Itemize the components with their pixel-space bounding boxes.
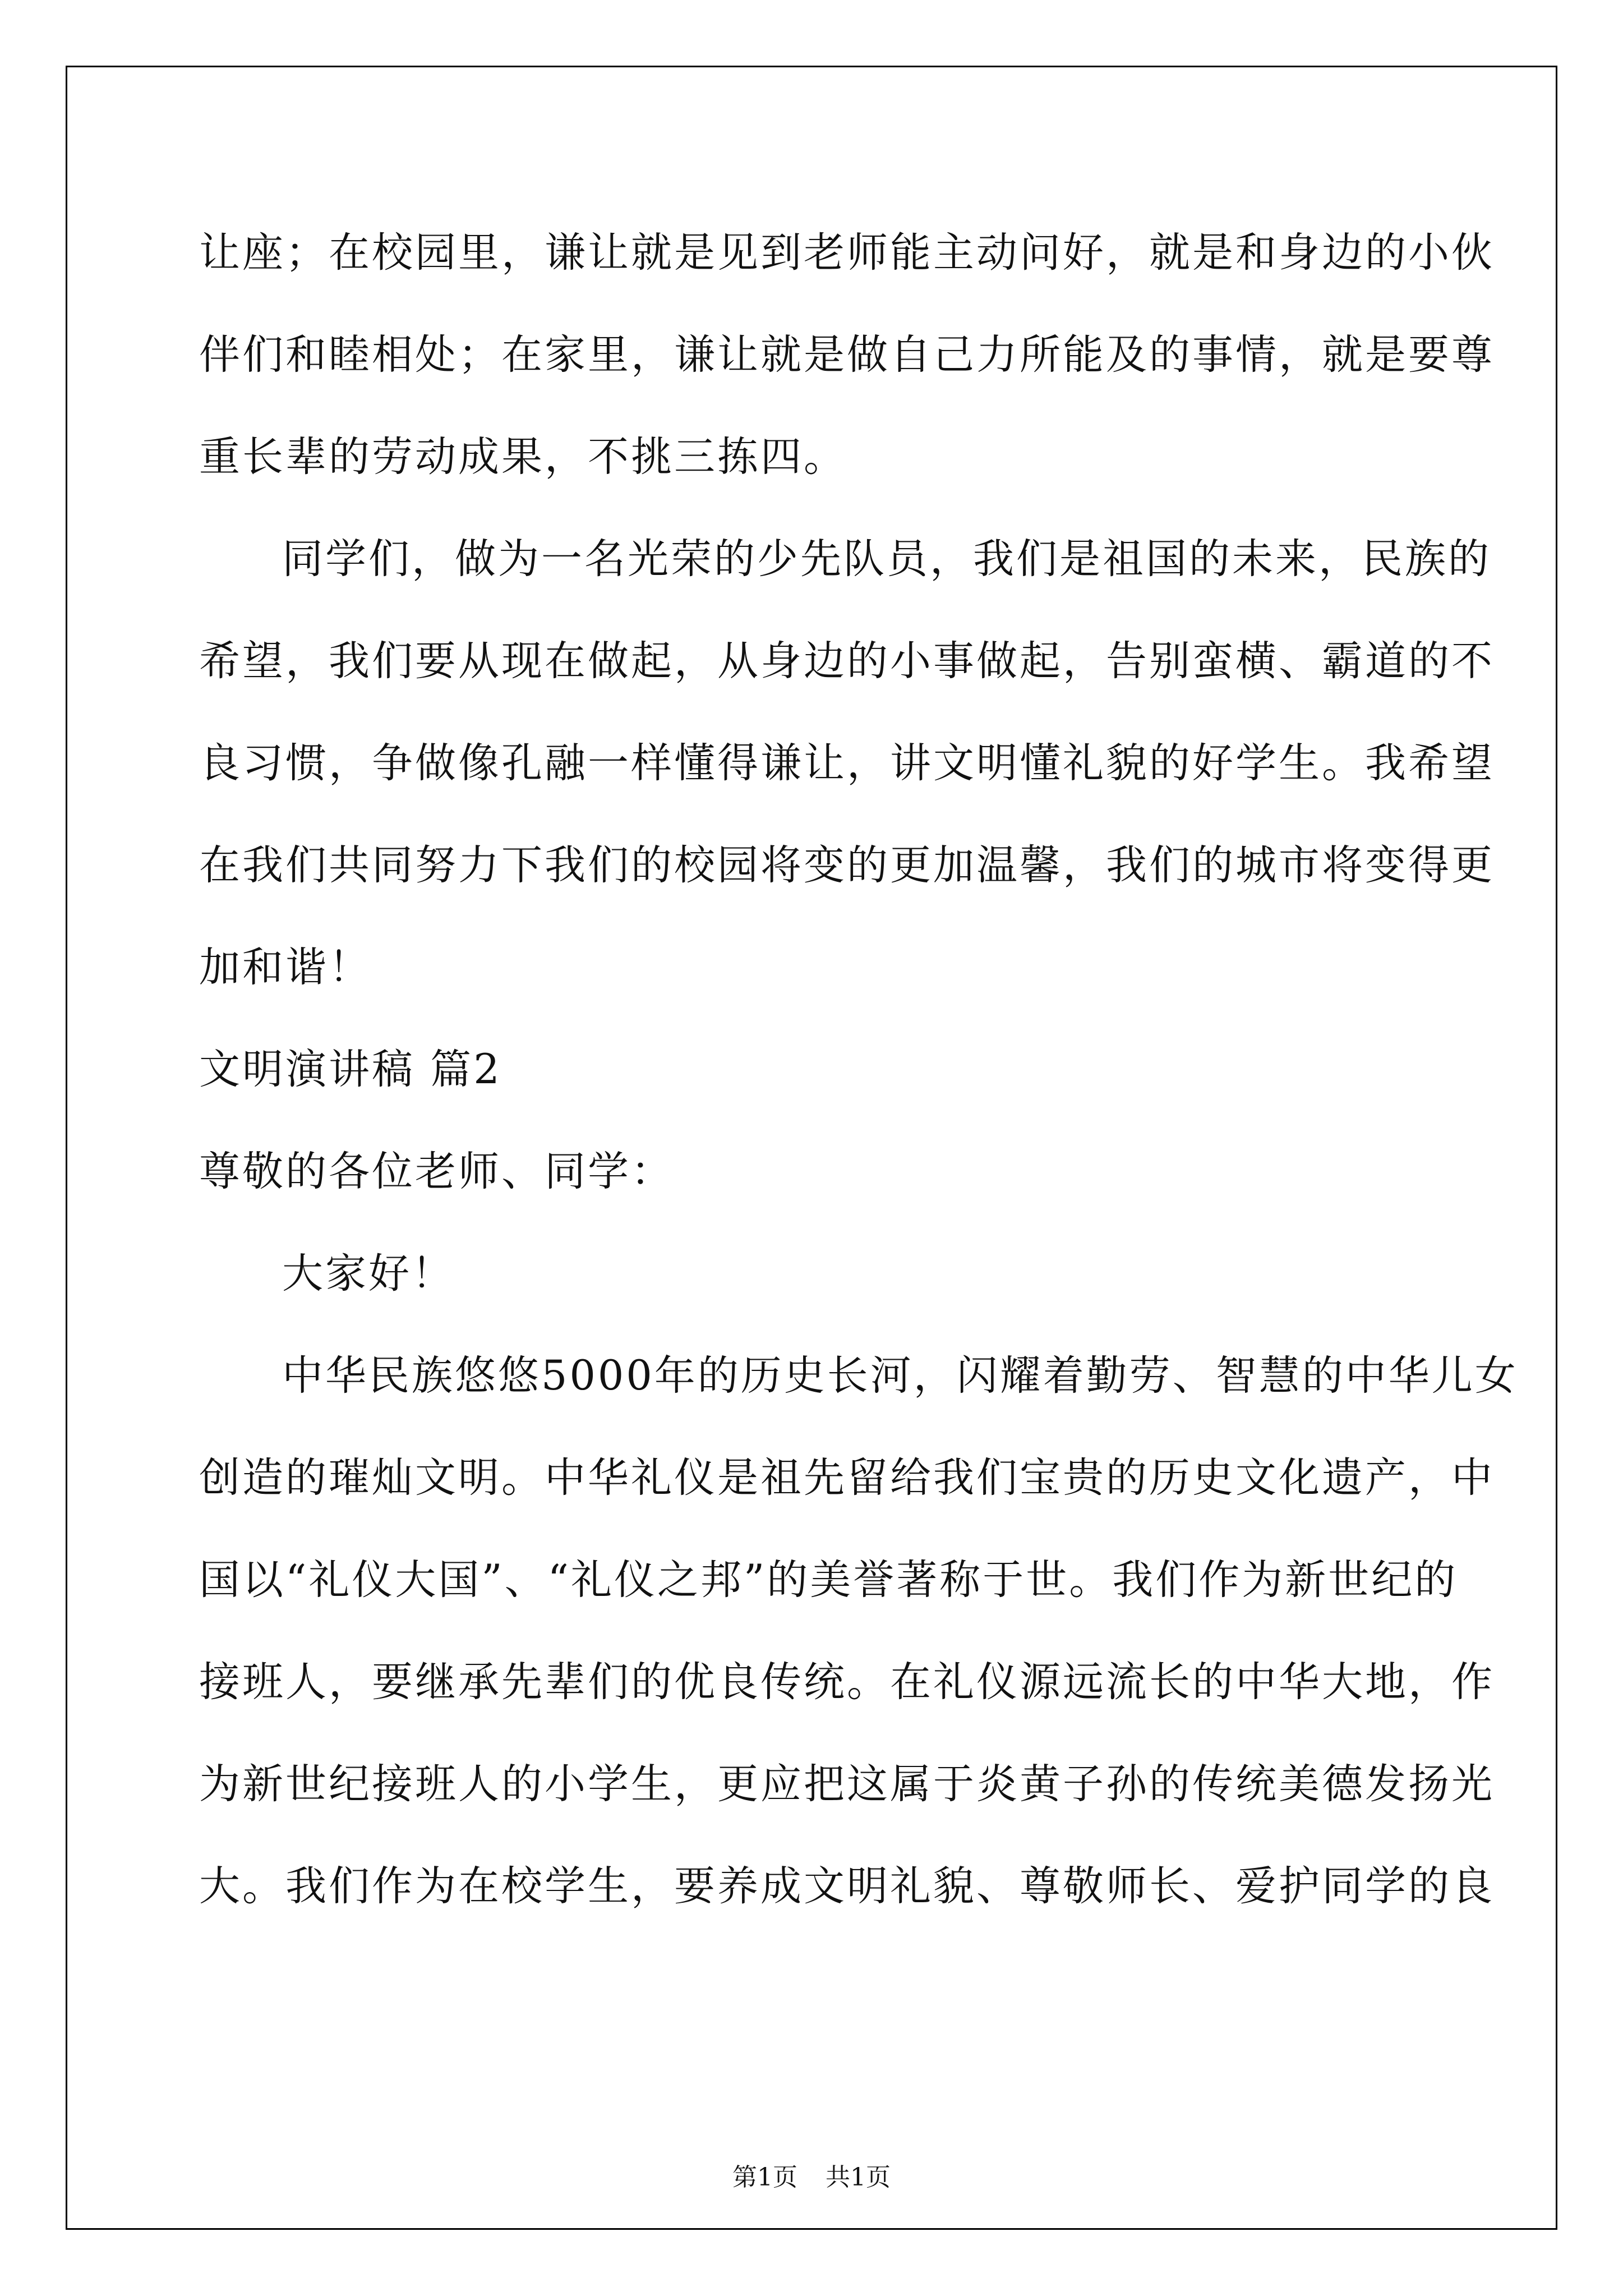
text-line: 大。我们作为在校学生，要养成文明礼貌、尊敬师长、爱护同学的良 bbox=[199, 1862, 1495, 1910]
text-line: 希望，我们要从现在做起，从身边的小事做起，告别蛮横、霸道的不 bbox=[199, 637, 1495, 685]
page-total: 共1页 bbox=[826, 2163, 891, 2192]
text-line: 国以“礼仪大国”、“礼仪之邦”的美誉著称于世。我们作为新世纪的 bbox=[199, 1556, 1458, 1604]
text-line: 伴们和睦相处；在家里，谦让就是做自己力所能及的事情，就是要尊 bbox=[199, 331, 1495, 379]
text-line: 让座；在校园里，谦让就是见到老师能主动问好，就是和身边的小伙 bbox=[199, 229, 1495, 277]
text-line: 在我们共同努力下我们的校园将变的更加温馨，我们的城市将变得更 bbox=[199, 841, 1495, 889]
document-body bbox=[199, 219, 1518, 1954]
text-line: 接班人，要继承先辈们的优良传统。在礼仪源远流长的中华大地，作 bbox=[199, 1658, 1495, 1706]
page-number: 第1页 bbox=[732, 2163, 797, 2192]
greeting: 大家好！ bbox=[282, 1250, 455, 1297]
text-line: 创造的璀灿文明。中华礼仪是祖先留给我们宝贵的历史文化遗产，中 bbox=[199, 1454, 1495, 1502]
salutation: 尊敬的各位老师、同学： bbox=[199, 1148, 674, 1195]
section-heading: 文明演讲稿 篇2 bbox=[199, 1046, 502, 1093]
text-line: 良习惯，争做像孔融一样懂得谦让，讲文明懂礼貌的好学生。我希望 bbox=[199, 739, 1495, 787]
page-footer bbox=[0, 2161, 1623, 2194]
text-line: 同学们，做为一名光荣的少先队员，我们是祖国的未来，民族的 bbox=[282, 535, 1491, 583]
text-line: 为新世纪接班人的小学生，更应把这属于炎黄子孙的传统美德发扬光 bbox=[199, 1760, 1495, 1808]
text-line: 加和谐！ bbox=[199, 944, 372, 991]
text-line: 重长辈的劳动成果，不挑三拣四。 bbox=[199, 433, 847, 481]
text-line: 中华民族悠悠5000年的历史长河，闪耀着勤劳、智慧的中华儿女 bbox=[282, 1352, 1518, 1400]
